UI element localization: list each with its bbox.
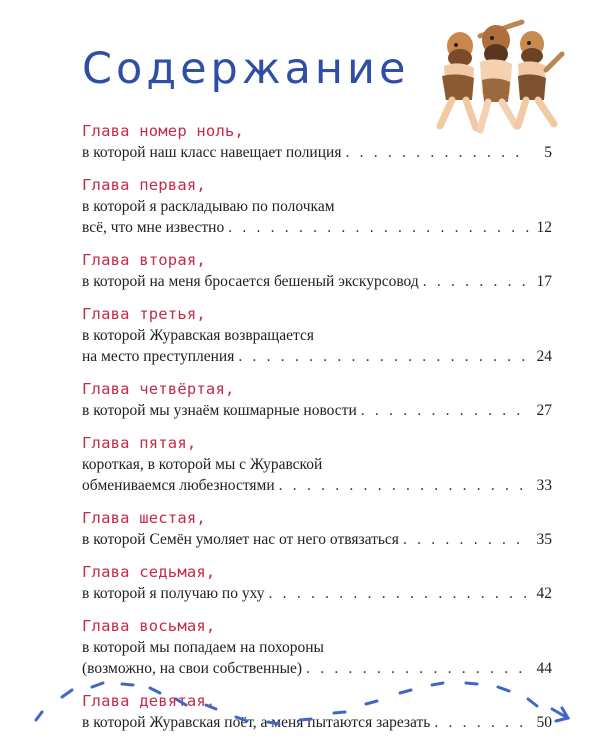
entry-row (82, 529, 552, 550)
chapter-description: в которой наш класс навещает полиция (82, 144, 342, 161)
page-number: 5 (544, 144, 552, 161)
chapter-label: Глава восьмая, (82, 617, 216, 635)
chapter-label: Глава седьмая, (82, 563, 216, 581)
chapter-entry[interactable] (82, 507, 552, 550)
chapter-description-line: в которой я раскладываю по полочкам (82, 198, 335, 215)
dot-leader (361, 400, 530, 421)
entry-row (82, 142, 552, 163)
chapter-description: в которой мы узнаём кошмарные новости (82, 402, 357, 419)
entry-row (82, 271, 552, 292)
page-title: Содержание (82, 44, 410, 94)
chapter-entry[interactable] (82, 174, 552, 238)
entry-row (82, 400, 552, 421)
dot-leader (279, 475, 530, 496)
dot-leader (423, 271, 530, 292)
page-number: 35 (536, 531, 552, 548)
chapter-label: Глава номер ноль, (82, 122, 245, 140)
chapter-description: (возможно, на свои собственные) (82, 660, 303, 677)
page-number: 50 (536, 714, 552, 731)
chapter-entry[interactable] (82, 561, 552, 604)
chapter-entry[interactable] (82, 378, 552, 421)
page-number: 12 (536, 219, 552, 236)
chapter-label: Глава третья, (82, 305, 206, 323)
chapter-label: Глава четвёртая, (82, 380, 235, 398)
chapter-description: всё, что мне известно (82, 219, 225, 236)
dot-leader (228, 217, 530, 238)
chapter-description: в которой Журавская поёт, а меня пытаются зарезать (82, 714, 431, 731)
page-number: 24 (536, 348, 552, 365)
dot-leader (345, 142, 530, 163)
chapter-label: Глава пятая, (82, 434, 197, 452)
chapter-description: в которой Семён умоляет нас от него отвязаться (82, 531, 399, 548)
page-number: 44 (536, 660, 552, 677)
chapter-label: Глава первая, (82, 176, 206, 194)
entry-row (82, 217, 552, 238)
chapter-description-line: в которой Журавская возвращается (82, 327, 314, 344)
page-number: 33 (536, 477, 552, 494)
entry-row (82, 583, 552, 604)
chapter-description: в которой я получаю по уху (82, 585, 265, 602)
page-number: 27 (536, 402, 552, 419)
dot-leader (238, 346, 530, 367)
entry-row (82, 475, 552, 496)
chapter-entry[interactable] (82, 303, 552, 367)
chapter-description: на место преступления (82, 348, 235, 365)
arrow-right-icon (552, 708, 568, 721)
page-number: 17 (536, 273, 552, 290)
page-number: 42 (536, 585, 552, 602)
chapter-description-line: в которой мы попадаем на похороны (82, 639, 324, 656)
chapter-entry[interactable] (82, 120, 552, 163)
chapter-label: Глава вторая, (82, 251, 206, 269)
chapter-description: в которой на меня бросается бешеный экскурсовод (82, 273, 419, 290)
chapter-label: Глава шестая, (82, 509, 206, 527)
table-of-contents (82, 120, 552, 744)
entry-row (82, 346, 552, 367)
dot-leader (269, 583, 530, 604)
decorative-dash-line (0, 665, 600, 750)
chapter-label: Глава девятая, (82, 692, 216, 710)
chapter-description-line: короткая, в которой мы с Журавской (82, 456, 323, 473)
chapter-description: обмениваемся любезностями (82, 477, 275, 494)
dot-leader (403, 529, 530, 550)
chapter-entry[interactable] (82, 249, 552, 292)
chapter-entry[interactable] (82, 432, 552, 496)
